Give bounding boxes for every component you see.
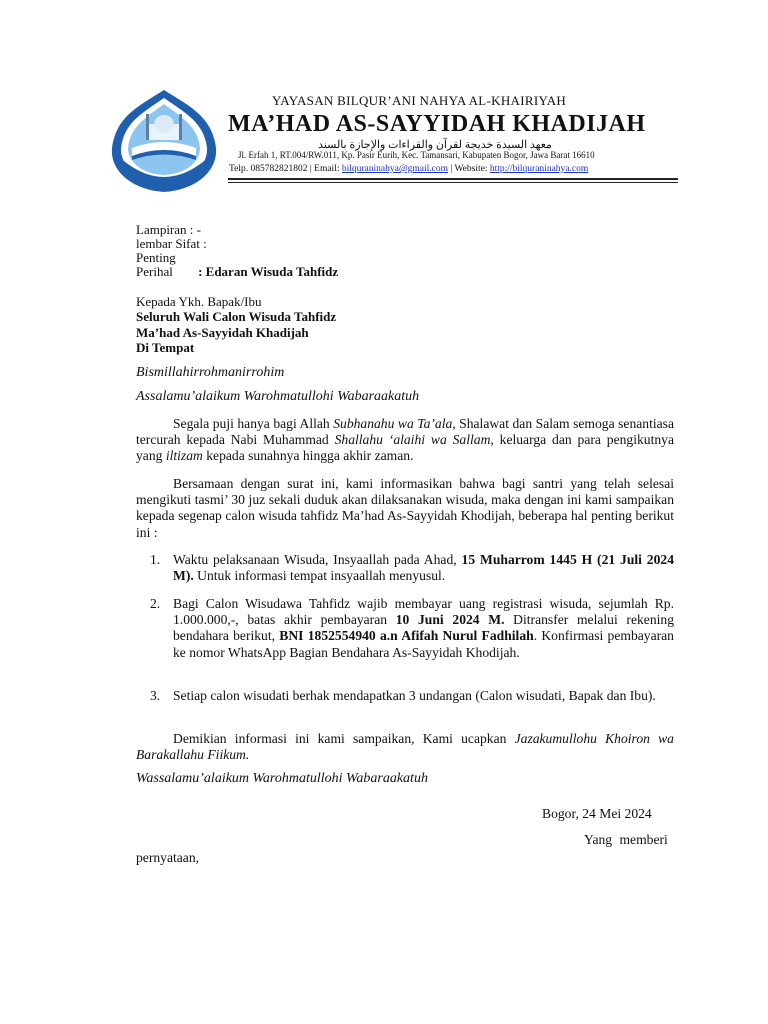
closing-text-b: Jazakumullohu Khoiron wa Barakallahu Fiikum. xyxy=(136,731,674,763)
item2-text-c: Ditransfer melalui rekening bendahara berikut, xyxy=(173,612,674,644)
recipient-line-4: Di Tempat xyxy=(136,340,195,355)
praise-text-4: Shallahu ‘alaihi wa Sallam xyxy=(334,432,491,448)
list-item-2 xyxy=(173,596,674,661)
praise-text-3: , Shalawat dan Salam semoga senantiasa tercurah kepada Nabi Muhammad xyxy=(136,416,674,448)
item2-text-d: BNI 1852554940 a.n Afifah Nurul Fadhilah xyxy=(279,628,534,644)
list-number-2: 2. xyxy=(150,596,161,611)
list-item-3: Setiap calon wisudati berhak mendapatkan 3 undangan (Calon wisudati, Bapak dan Ibu). xyxy=(173,688,656,703)
lampiran-line: Lampiran : - xyxy=(136,222,201,237)
arabic-subtitle: معهد السيدة خديجة لقرآن والقراءات والإجازة بالسند xyxy=(318,139,552,151)
institution-title: MA’HAD AS-SAYYIDAH KHADIJAH xyxy=(228,111,646,137)
list-number-1: 1. xyxy=(150,552,161,567)
opening-salam: Assalamu’alaikum Warohmatullohi Wabaraakatuh xyxy=(136,389,420,404)
mosque-book-emblem-icon xyxy=(104,86,224,196)
bismillah: Bismillahirrohmanirrohim xyxy=(136,365,285,380)
sifat-line: lembar Sifat : xyxy=(136,236,207,251)
closing-salam: Wassalamu’alaikum Warohmatullohi Wabaraakatuh xyxy=(136,771,428,786)
perihal-value: : Edaran Wisuda Tahfidz xyxy=(198,264,339,279)
paragraph-praise xyxy=(136,416,674,465)
perihal-line xyxy=(136,264,338,279)
praise-text-7: kepada sunahnya hingga akhir zaman. xyxy=(202,448,414,464)
item1-text-b: 15 Muharrom 1445 H (21 Juli 2024 M). xyxy=(173,552,674,584)
signer-line-1: Yang memberi xyxy=(584,832,668,847)
header-divider-thin xyxy=(228,182,678,183)
sifat-value: Penting xyxy=(136,250,176,265)
recipient-line-1: Kepada Ykh. Bapak/Ibu xyxy=(136,294,262,309)
foundation-name: YAYASAN BILQUR’ANI NAHYA AL-KHAIRIYAH xyxy=(272,93,567,108)
email-label: | Email: xyxy=(309,164,340,174)
contact-line xyxy=(229,164,588,174)
paragraph-announcement: Bersamaan dengan surat ini, kami informasikan bahwa bagi santri yang telah selesai mengikuti tasmi’ 30 juz sekali duduk akan dilaksanakan wisuda, maka dengan ini kami sampaikan kepada segenap calon wisuda tahfidz Ma’had As-Sayyidah Khodijah, beberapa hal penting berikut ini : xyxy=(136,476,674,540)
place-date: Bogor, 24 Mei 2024 xyxy=(542,806,652,821)
item1-text-c: Untuk informasi tempat insyaallah menyusul. xyxy=(193,568,446,584)
list-item-1 xyxy=(173,552,674,584)
institution-logo xyxy=(104,86,224,196)
email-link[interactable]: bilquraninahya@gmail.com xyxy=(341,164,448,174)
signer-line-2: pernyataan, xyxy=(136,850,200,865)
address-line: Jl. Erfah 1, RT.004/RW.011, Kp. Pasir Eurih, Kec. Tamansari, Kabupaten Bogor, Jawa Barat 16610 xyxy=(238,150,595,160)
praise-text-5: , keluarga dan para pengikutnya yang xyxy=(136,432,675,464)
praise-text-6: iltizam xyxy=(165,448,203,464)
perihal-label: Perihal xyxy=(136,264,173,279)
website-link[interactable]: http://bilquraninahya.com xyxy=(489,164,589,174)
list-number-3: 3. xyxy=(150,688,161,703)
closing-paragraph xyxy=(136,731,674,763)
website-label: | Website: xyxy=(450,164,488,174)
item2-text-b: 10 Juni 2024 M. xyxy=(395,612,505,628)
item2-text-e: . Konfirmasi pembayaran ke nomor WhatsApp Bagian Bendahara As-Sayyidah Khodijah. xyxy=(173,628,674,660)
praise-text-2: Subhanahu wa Ta’ala xyxy=(333,416,453,431)
praise-text-1: Segala puji hanya bagi Allah xyxy=(173,416,334,431)
item2-text-a: Bagi Calon Wisudawa Tahfidz wajib membayar uang registrasi wisuda, sejumlah Rp. 1.000.000,-, batas akhir pembayaran xyxy=(173,596,674,628)
phone-text: Telp. 085782821802 xyxy=(229,164,308,174)
recipient-line-2: Seluruh Wali Calon Wisuda Tahfidz xyxy=(136,309,337,324)
item1-text-a: Waktu pelaksanaan Wisuda, Insyaallah pada Ahad, xyxy=(173,552,462,567)
closing-text-a: Demikian informasi ini kami sampaikan, Kami ucapkan xyxy=(173,731,515,746)
header-divider xyxy=(228,178,678,180)
recipient-line-3: Ma’had As-Sayyidah Khadijah xyxy=(136,325,309,340)
